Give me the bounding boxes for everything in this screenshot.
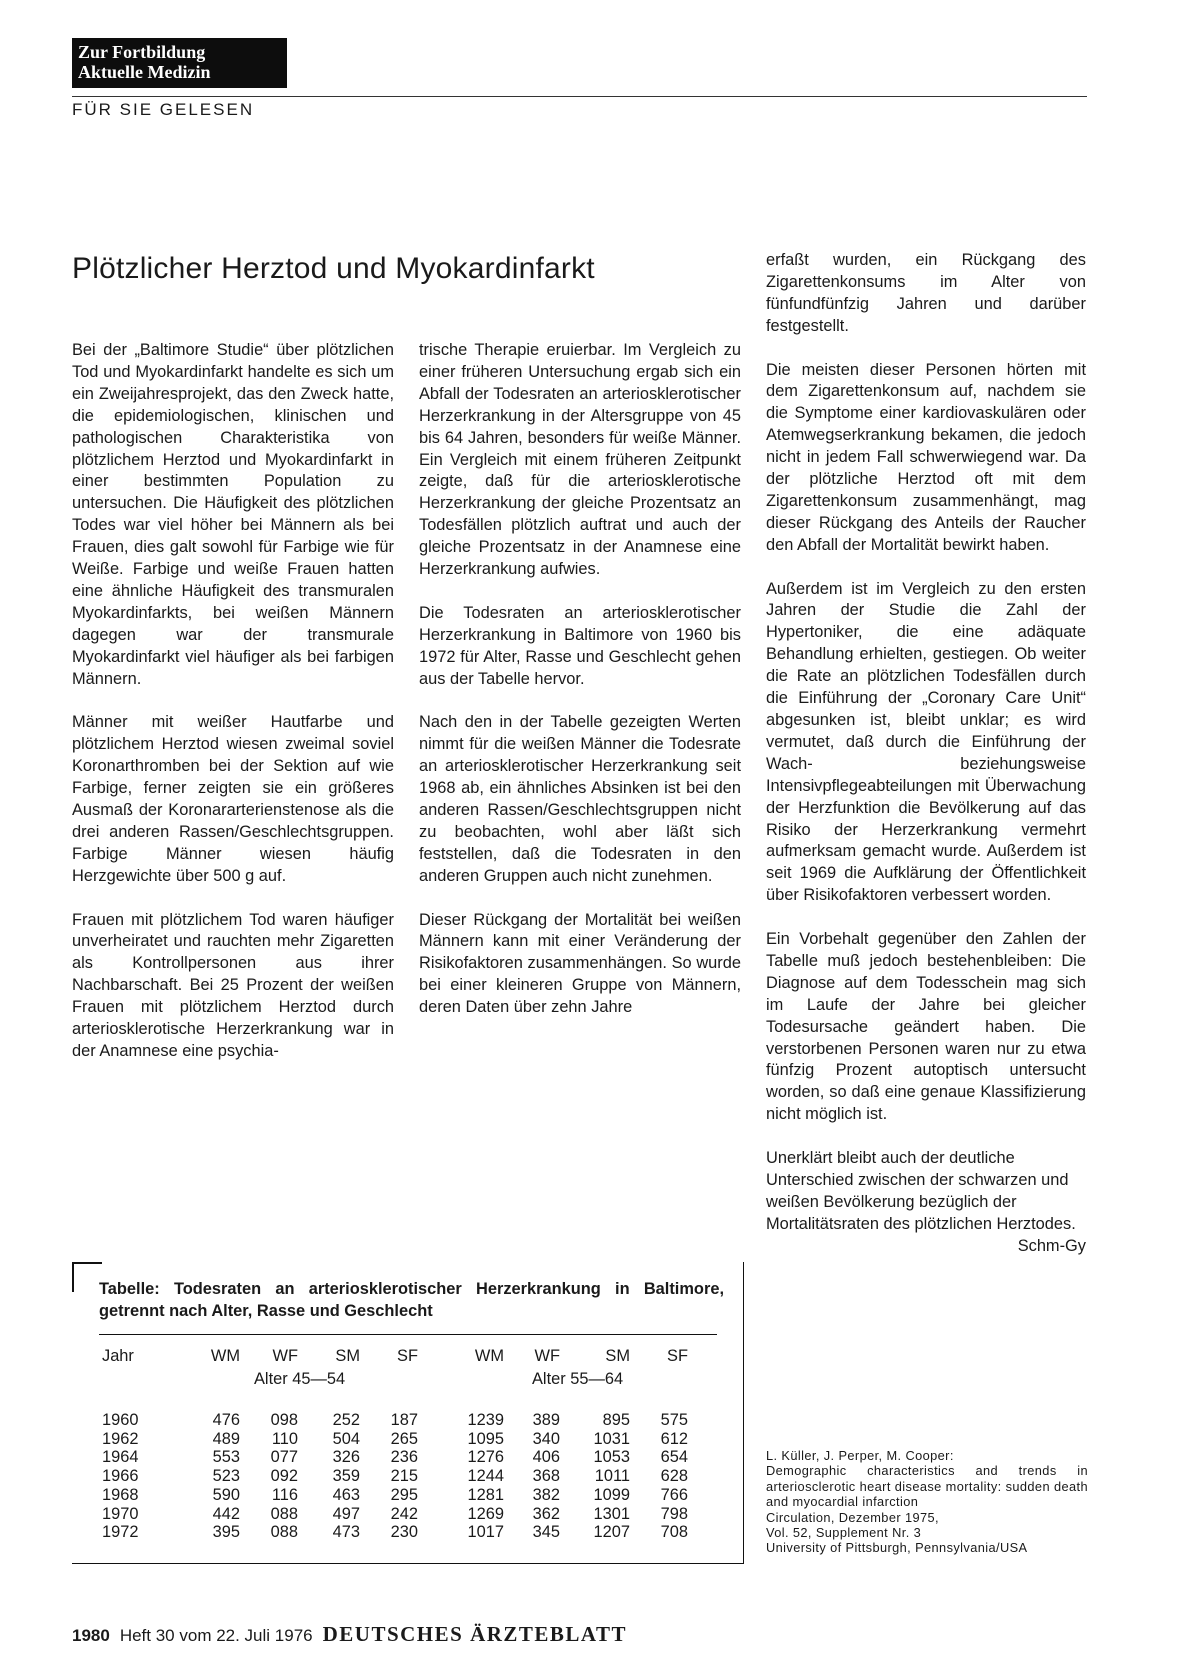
table-cell: 1966 (102, 1467, 139, 1486)
table-corner-left (72, 1262, 74, 1292)
table-cell: 326 (332, 1448, 360, 1467)
citation-line: University of Pittsburgh, Pennsylvania/USA (766, 1540, 1028, 1556)
column-3 (766, 250, 1086, 1258)
table-cell: 1031 (593, 1429, 630, 1448)
table-cell: 215 (390, 1467, 418, 1486)
table-header-cell: SF (667, 1347, 688, 1365)
table-cell: 895 (602, 1411, 630, 1429)
table-cell: 1239 (467, 1411, 504, 1429)
kicker: FÜR SIE GELESEN (72, 100, 255, 119)
table-corner-top (72, 1262, 102, 1264)
header-rule-left (72, 96, 287, 97)
paragraph: Frauen mit plötzlichem Tod waren häufiger unverheiratet und rauchten mehr Zigaretten als Kontrollpersonen aus ihrer Nachbarschaft. Bei 25 Prozent der weißen Frauen mit plötzlichem Herztod durch arteriosklerotische Herzerkrankung war in der Anamnese eine psychia- (72, 910, 394, 1060)
table-cell: 088 (270, 1523, 298, 1542)
table-cell: 1276 (467, 1448, 504, 1467)
page-footer (72, 1622, 627, 1647)
table-cell: 1011 (594, 1467, 630, 1486)
table-cell: 1972 (102, 1523, 139, 1542)
table-cell: 406 (532, 1448, 560, 1467)
age-group-55-64: Alter 55—64 (532, 1370, 624, 1388)
issue-info: Heft 30 vom 22. Juli 1976 (119, 1626, 313, 1645)
citation-line: Vol. 52, Supplement Nr. 3 (766, 1525, 922, 1541)
table-cell: 489 (212, 1429, 240, 1448)
table-cell: 110 (271, 1429, 298, 1448)
table-cell: 1968 (102, 1485, 139, 1504)
table-cell: 628 (660, 1467, 688, 1486)
table-cell: 1269 (467, 1504, 504, 1523)
table-cell: 612 (660, 1429, 688, 1448)
paragraph: erfaßt wurden, ein Rückgang des Zigarettenkonsums im Alter von fünfundfünfzig Jahren und darüber festgestellt. (766, 251, 1086, 335)
table-header-cell: SF (397, 1347, 418, 1365)
table-cell: 1960 (102, 1411, 139, 1429)
column-1 (72, 340, 394, 1085)
table-caption: Tabelle: Todesraten an arteriosklerotischer Herzerkrankung in Baltimore, getrennt nach Alter, Rasse und Geschlecht (99, 1280, 724, 1320)
table-header-cell: Jahr (102, 1347, 134, 1365)
table-cell: 1964 (102, 1448, 139, 1467)
paragraph-last (766, 1148, 1086, 1255)
table-cell: 1281 (467, 1485, 504, 1504)
table-cell: 1962 (102, 1429, 139, 1448)
table-cell: 1970 (102, 1504, 139, 1523)
table-cell: 575 (660, 1411, 688, 1429)
data-table-box (72, 1262, 744, 1564)
table-cell: 504 (332, 1429, 360, 1448)
table-cell: 265 (390, 1429, 418, 1448)
table-cell: 340 (532, 1429, 560, 1448)
table-header-cell: WM (210, 1347, 240, 1365)
table-cell: 389 (532, 1411, 560, 1429)
table-cell: 654 (660, 1448, 688, 1467)
table-cell: 766 (660, 1485, 688, 1504)
citation (766, 1448, 1088, 1556)
table-cell: 1207 (593, 1523, 630, 1542)
table-header-cell: WF (534, 1347, 560, 1365)
citation-line: L. Küller, J. Perper, M. Cooper: (766, 1448, 954, 1463)
paragraph: Die Todesraten an arteriosklerotischer Herzerkrankung in Baltimore von 1960 bis 1972 für Alter, Rasse und Geschlecht gehen aus der Tabelle hervor. (419, 603, 741, 688)
table-cell: 523 (212, 1467, 240, 1486)
table-cell: 088 (270, 1504, 298, 1523)
table-cell: 463 (332, 1485, 360, 1504)
table-cell: 708 (660, 1523, 688, 1542)
paragraph: Nach den in der Tabelle gezeigten Werten nimmt für die weißen Männer die Todesrate an arteriosklerotischer Herzerkrankung seit 1968 ab, ein ähnliches Absinken ist bei den anderen Rassen/Geschlechtsgruppen nicht zu beobachten, wohl aber läßt sich feststellen, daß die Todesraten in den anderen Gruppen auch nicht zunehmen. (419, 713, 741, 885)
journal-name: DEUTSCHES ÄRZTEBLATT (322, 1622, 628, 1646)
author-initials: Schm-Gy (1017, 1236, 1086, 1255)
table-cell: 295 (390, 1485, 418, 1504)
citation-line: Circulation, Dezember 1975, (766, 1509, 939, 1525)
table-cell: 590 (212, 1485, 240, 1504)
table-cell: 1301 (593, 1504, 630, 1523)
column-2 (419, 340, 741, 1041)
table-cell: 098 (270, 1411, 298, 1429)
table-cell: 476 (212, 1411, 240, 1429)
header-rule (287, 96, 1087, 97)
table-cell: 362 (532, 1504, 560, 1523)
table-cell: 368 (532, 1467, 560, 1486)
table-cell: 1017 (467, 1523, 504, 1542)
table-rule-top (99, 1334, 717, 1335)
table-cell: 077 (270, 1448, 298, 1467)
table-header-cell: WM (474, 1347, 504, 1365)
table-cell: 1095 (467, 1429, 504, 1448)
paragraph: Ein Vorbehalt gegenüber den Zahlen der Tabelle muß jedoch bestehenbleiben: Die Diagnose auf dem Todesschein mag sich im Laufe der Jahre bei gleicher Todesursache geändert haben. Die verstorbenen Personen waren nur zu etwa fünfzig Prozent autoptisch untersucht worden, so daß eine genaue Klassifizierung nicht möglich ist. (766, 930, 1086, 1124)
paragraph: Außerdem ist im Vergleich zu den ersten Jahren der Studie die Zahl der Hypertoniker, die eine adäquate Behandlung erhielten, gestiegen. Ob weiter die Rate an plötzlichen Todesfällen durch die Einführung der „Coronary Care Unit“ abgesunken ist, bleibt unklar; es wird vermutet, daß durch die Einführung der Wach- beziehungsweise Intensivpflegeabteilungen mit Überwachung der Herzfunktion die Bevölkerung auf das Risiko der Herzerkrankung vermehrt aufmerksam gemacht wurde. Außerdem ist seit 1969 die Aufklärung der Öffentlichkeit über Risikofaktoren verbessert worden. (766, 579, 1086, 905)
page-number: 1980 (72, 1626, 110, 1645)
table-cell: 798 (660, 1504, 688, 1523)
table-cell: 1053 (593, 1448, 630, 1467)
section-label-line2: Aktuelle Medizin (78, 62, 211, 82)
paragraph: trische Therapie eruierbar. Im Vergleich zu einer früheren Untersuchung ergab sich ein Abfall der Todesraten an arteriosklerotischer Herzerkrankung in der Altersgruppe von 45 bis 64 Jahren, besonders für weiße Männer. Ein Vergleich mit einem früheren Zeitpunkt zeigte, daß für die arteriosklerotische Herzerkrankung der gleiche Prozentsatz an Todesfällen plötzlich auftrat und auch der gleiche Prozentsatz in der Anamnese eine Herzerkrankung aufwies. (419, 341, 741, 579)
paragraph: Die meisten dieser Personen hörten mit dem Zigarettenkonsum auf, nachdem sie die Symptome einer kardiovaskulären oder Atemwegserkrankung bekamen, die jedoch nicht in jedem Fall schwerwiegend war. Da der plötzliche Herztod oft mit dem Zigarettenkonsum zusammenhängt, mag dieser Rückgang des Anteils der Raucher den Abfall der Mortalität bewirkt haben. (766, 360, 1086, 554)
table-cell: 553 (212, 1448, 240, 1467)
table-cell: 252 (332, 1411, 360, 1429)
age-group-45-54: Alter 45—54 (254, 1370, 346, 1388)
table-cell: 187 (390, 1411, 418, 1429)
table-header-cell: WF (272, 1347, 298, 1365)
table-cell: 236 (390, 1448, 418, 1467)
section-label-box (72, 38, 287, 88)
table-cell: 345 (532, 1523, 560, 1542)
citation-line: Demographic characteristics and trends in arteriosclerotic heart disease mortality: sudden death and myocardial infarction (766, 1463, 1088, 1510)
table-cell: 1244 (467, 1467, 504, 1486)
table-cell: 242 (390, 1504, 418, 1523)
table-cell: 116 (271, 1485, 298, 1504)
table-cell: 442 (212, 1504, 240, 1523)
table-cell: 1099 (593, 1485, 630, 1504)
table-cell: 230 (390, 1523, 418, 1542)
table-header-cell: SM (605, 1347, 630, 1365)
article-title: Plötzlicher Herztod und Myokardinfarkt (72, 252, 595, 285)
table-cell: 092 (270, 1467, 298, 1486)
table-cell: 497 (332, 1504, 360, 1523)
paragraph: Männer mit weißer Hautfarbe und plötzlichem Herztod wiesen zweimal soviel Koronarthromben bei der Sektion auf wie Farbige, ferner zeigten sie ein größeres Ausmaß der Koronararterienstenose als die drei anderen Rassen/Geschlechtsgruppen. Farbige Männer wiesen häufig Herzgewichte über 500 g auf. (72, 713, 394, 885)
paragraph: Bei der „Baltimore Studie“ über plötzlichen Tod und Myokardinfarkt handelte es sich um ein Zweijahresprojekt, das den Zweck hatte, die epidemiologischen, klinischen und pathologischen Charakteristika von plötzlichem Herztod und Myokardinfarkt in einer bestimmten Population zu untersuchen. Die Häufigkeit des plötzlichen Todes war viel höher bei Männern als bei Frauen, dies galt sowohl für Farbige wie für Weiße. Farbige und weiße Frauen hatten eine ähnliche Häufigkeit des transmuralen Myokardinfarkts, bei weißen Männern dagegen war der transmurale Myokardinfarkt viel häufiger als bei farbigen Männern. (72, 341, 394, 688)
table-header-cell: SM (335, 1347, 360, 1365)
table-cell: 395 (212, 1523, 240, 1542)
paragraph: Dieser Rückgang der Mortalität bei weißen Männern kann mit einer Veränderung der Risikofaktoren zusammenhängen. So wurde bei einer kleineren Gruppe von Männern, deren Daten über zehn Jahre (419, 910, 741, 1017)
section-label-line1: Zur Fortbildung (78, 42, 206, 62)
table-cell: 473 (332, 1523, 360, 1542)
table-cell: 382 (532, 1485, 560, 1504)
table-cell: 359 (332, 1467, 360, 1486)
closing-text: Unerklärt bleibt auch der deutliche Unterschied zwischen der schwarzen und weißen Bevölkerung bezüglich der Mortalitätsraten des plötzlichen Herztodes. (766, 1149, 1076, 1233)
